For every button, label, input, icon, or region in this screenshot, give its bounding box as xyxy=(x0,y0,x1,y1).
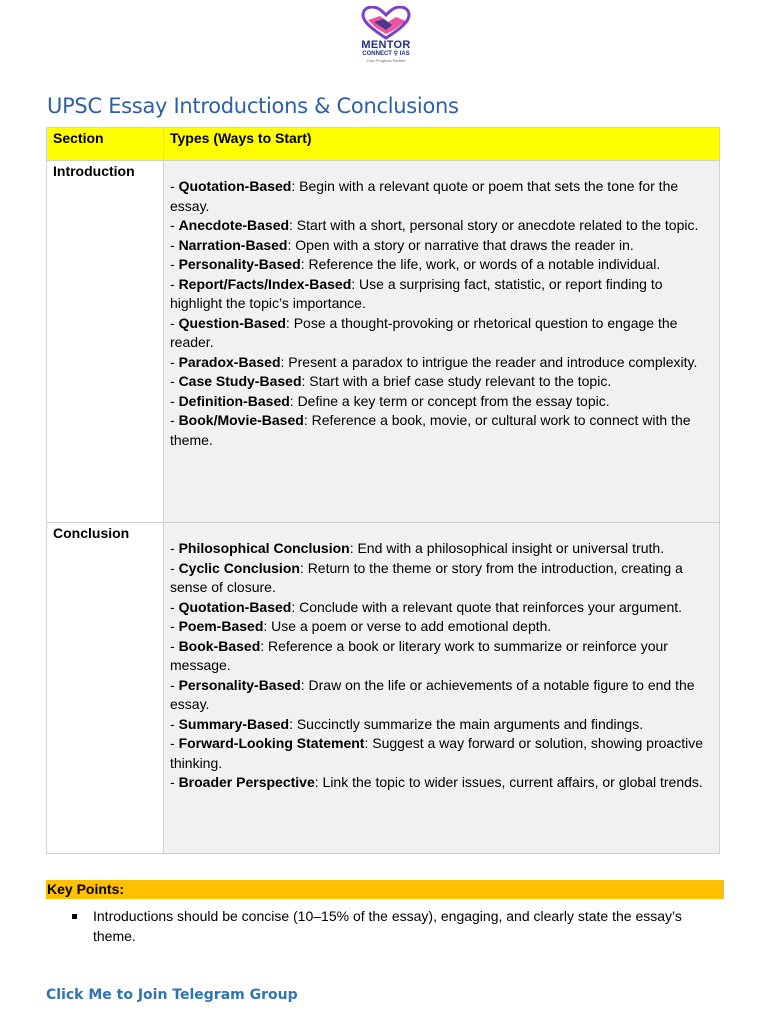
key-points-heading-text: Key Points: xyxy=(47,881,125,897)
list-item xyxy=(70,907,700,946)
item-description: : Define a key term or concept from the essay topic. xyxy=(289,392,610,409)
list-item: - Anecdote-Based: Start with a short, personal story or anecdote related to the topic. xyxy=(170,217,699,233)
item-description: : Use a poem or verse to add emotional depth. xyxy=(263,618,552,634)
item-term: Broader Perspective xyxy=(178,774,315,790)
item-description: : Conclude with a relevant quote that reinforces your argument. xyxy=(291,598,683,615)
header-types: Types (Ways to Start) xyxy=(164,128,720,161)
item-term: Case Study-Based xyxy=(178,373,302,389)
intro-types-list xyxy=(170,177,713,450)
handshake-heart-icon xyxy=(360,6,412,40)
item-description: : Use a surprising fact, statistic, or report finding to highlight the topic’s importance. xyxy=(170,275,663,311)
item-description: : End with a philosophical insight or universal truth. xyxy=(349,540,665,556)
table-row-conclusion xyxy=(47,523,720,854)
list-item: - Summary-Based: Succinctly summarize the main arguments and findings. xyxy=(170,715,644,732)
item-term: Forward-Looking Statement xyxy=(178,735,365,751)
item-description: : Begin with a relevant quote or poem that sets the tone for the essay. xyxy=(170,178,679,214)
list-item: - Poem-Based: Use a poem or verse to add emotional depth. xyxy=(170,618,552,634)
page-title: UPSC Essay Introductions & Conclusions xyxy=(47,94,459,118)
list-item: - Definition-Based: Define a key term or concept from the essay topic. xyxy=(170,392,610,409)
item-term: Narration-Based xyxy=(178,236,288,253)
table-row-introduction xyxy=(47,161,720,523)
list-item: - Paradox-Based: Present a paradox to intrigue the reader and introduce complexity. xyxy=(170,353,698,370)
item-term: Anecdote-Based xyxy=(178,217,290,233)
header-section: Section xyxy=(47,128,164,161)
list-item: - Question-Based: Pose a thought-provoking or rhetorical question to engage the reader. xyxy=(170,314,678,350)
item-term: Definition-Based xyxy=(178,392,290,409)
logo-tagline: Your Progress Partner xyxy=(366,58,406,63)
section-label: Conclusion xyxy=(47,523,164,854)
logo-subwordmark: CONNECT ⚲ IAS xyxy=(362,51,410,57)
item-description: : Draw on the life or achievements of a notable figure to end the essay. xyxy=(170,676,695,712)
item-description: : Start with a short, personal story or anecdote related to the topic. xyxy=(289,217,699,233)
item-term: Poem-Based xyxy=(178,618,264,634)
item-term: Question-Based xyxy=(178,314,286,331)
list-item: - Personality-Based: Draw on the life or achievements of a notable figure to end the essay. xyxy=(170,676,695,712)
table-header-row xyxy=(47,128,720,161)
list-item: - Cyclic Conclusion: Return to the theme or story from the introduction, creating a sense of closure. xyxy=(170,559,683,595)
list-item: - Book/Movie-Based: Reference a book, movie, or cultural work to connect with the theme. xyxy=(170,412,691,448)
item-term: Book-Based xyxy=(178,637,261,654)
item-description: : Link the topic to wider issues, current affairs, or global trends. xyxy=(314,774,703,790)
list-item: - Forward-Looking Statement: Suggest a way forward or solution, showing proactive thinking. xyxy=(170,735,703,771)
telegram-link[interactable]: Click Me to Join Telegram Group xyxy=(46,987,298,1003)
list-item: - Personality-Based: Reference the life, work, or words of a notable individual. xyxy=(170,256,661,272)
types-cell xyxy=(164,523,720,854)
item-term: Summary-Based xyxy=(178,715,290,732)
item-description: : Reference a book, movie, or cultural work to connect with the theme. xyxy=(170,412,691,448)
item-term: Personality-Based xyxy=(178,256,301,272)
item-term: Paradox-Based xyxy=(178,353,281,370)
list-item: - Book-Based: Reference a book or literary work to summarize or reinforce your message. xyxy=(170,637,668,673)
list-item: - Quotation-Based: Conclude with a relevant quote that reinforces your argument. xyxy=(170,598,683,615)
key-points-list xyxy=(70,907,700,946)
item-term: Quotation-Based xyxy=(178,178,292,194)
section-label: Introduction xyxy=(47,161,164,523)
item-term: Quotation-Based xyxy=(178,598,292,615)
item-term: Cyclic Conclusion xyxy=(178,559,300,576)
list-item: - Report/Facts/Index-Based: Use a surprising fact, statistic, or report finding to highlight the topic’s importance. xyxy=(170,275,663,311)
square-bullet-icon xyxy=(72,914,77,919)
item-description: : Pose a thought-provoking or rhetorical question to engage the reader. xyxy=(170,314,678,350)
key-points-heading xyxy=(46,880,724,899)
item-description: : Suggest a way forward or solution, showing proactive thinking. xyxy=(170,735,703,771)
essay-types-table xyxy=(46,127,720,854)
item-description: : Start with a brief case study relevant to the topic. xyxy=(301,373,612,389)
item-term: Personality-Based xyxy=(178,676,301,693)
list-item: - Philosophical Conclusion: End with a philosophical insight or universal truth. xyxy=(170,540,665,556)
item-description: : Return to the theme or story from the introduction, creating a sense of closure. xyxy=(170,559,683,595)
logo-wordmark: MENTOR xyxy=(361,39,411,51)
conclusion-types-list xyxy=(170,539,713,793)
item-description: : Open with a story or narrative that draws the reader in. xyxy=(287,236,634,253)
list-item: - Case Study-Based: Start with a brief case study relevant to the topic. xyxy=(170,373,612,389)
brand-logo xyxy=(352,6,420,66)
item-description: : Reference the life, work, or words of a notable individual. xyxy=(300,256,661,272)
types-cell xyxy=(164,161,720,523)
item-term: Philosophical Conclusion xyxy=(178,540,350,556)
list-item: - Quotation-Based: Begin with a relevant quote or poem that sets the tone for the essay. xyxy=(170,178,679,214)
list-item: - Narration-Based: Open with a story or narrative that draws the reader in. xyxy=(170,236,634,253)
item-description: : Succinctly summarize the main arguments and findings. xyxy=(289,715,644,732)
item-term: Report/Facts/Index-Based xyxy=(178,275,352,292)
item-description: : Reference a book or literary work to summarize or reinforce your message. xyxy=(170,637,668,673)
key-point-text: Introductions should be concise (10–15% of the essay), engaging, and clearly state the essay’s theme. xyxy=(93,908,682,944)
item-term: Book/Movie-Based xyxy=(178,412,304,428)
item-description: : Present a paradox to intrigue the reader and introduce complexity. xyxy=(280,353,698,370)
list-item: - Broader Perspective: Link the topic to wider issues, current affairs, or global trends. xyxy=(170,774,703,790)
